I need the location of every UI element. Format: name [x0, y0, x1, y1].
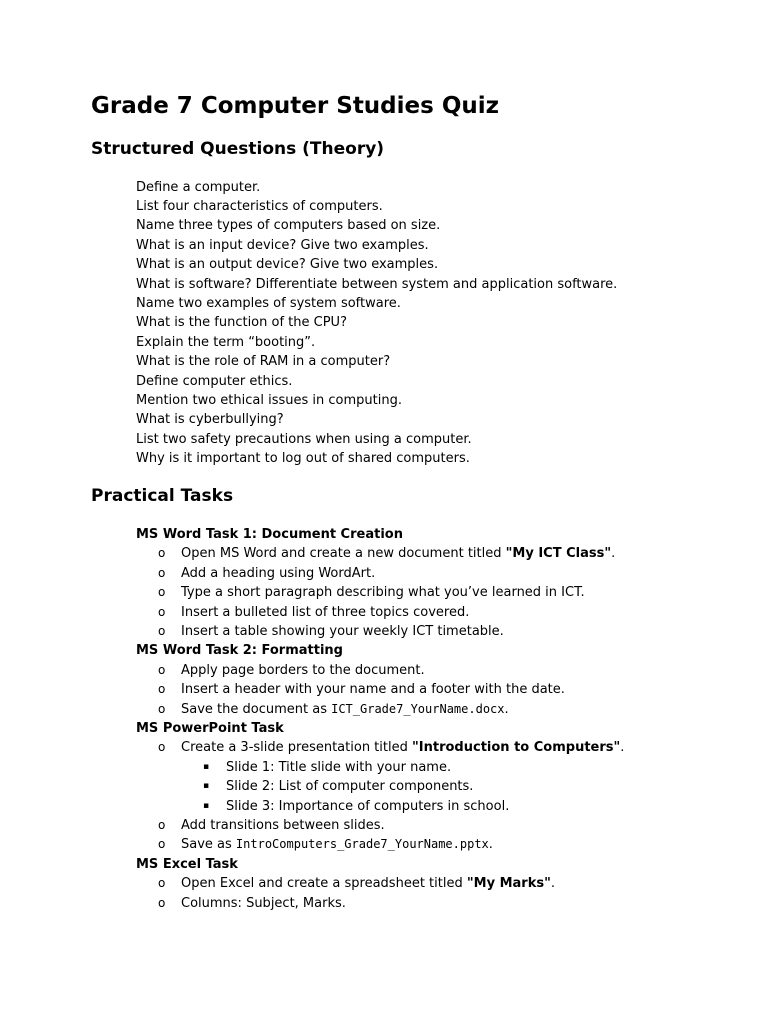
- bullet-o: o: [158, 585, 166, 600]
- bullet-o: o: [158, 701, 166, 716]
- step-text: Open Excel and create a spreadsheet titled: [181, 876, 467, 892]
- bullet-o: o: [158, 837, 166, 852]
- practical-heading: Practical Tasks: [91, 486, 234, 506]
- task-step-text: [181, 700, 509, 719]
- filename: ICT_Grade7_YourName.docx: [331, 701, 505, 716]
- step-text: Save the document as: [181, 701, 332, 717]
- task-title: MS PowerPoint Task: [136, 721, 284, 736]
- bullet-o: o: [158, 624, 166, 638]
- question-text: Explain the term “booting”.: [136, 334, 316, 350]
- bullet-o: o: [158, 895, 166, 910]
- question-text: Name two examples of system software.: [136, 295, 401, 311]
- bullet-square: ▪: [203, 781, 210, 792]
- task-step-text: [181, 894, 346, 913]
- task-step-text: [181, 680, 565, 699]
- task-step-text: [181, 661, 425, 680]
- task-step-text: [181, 603, 469, 622]
- step-bold-title: "My ICT Class": [505, 546, 612, 562]
- bullet-o: o: [158, 876, 166, 891]
- task-step-text: [181, 544, 615, 563]
- bullet-square: ▪: [203, 761, 210, 772]
- question-text: List two safety precautions when using a computer.: [136, 431, 472, 447]
- question-text: What is cyberbullying?: [136, 412, 284, 428]
- step-text: Apply page borders to the document.: [181, 662, 425, 678]
- task-step-text: [181, 816, 385, 835]
- slide-item-text: Slide 2: List of computer components.: [226, 779, 474, 795]
- step-bold-title: "My Marks": [466, 876, 551, 892]
- step-text-end: .: [611, 546, 616, 562]
- question-text: Define computer ethics.: [136, 373, 293, 389]
- question-text: List four characteristics of computers.: [136, 198, 383, 214]
- slide-item-text: Slide 3: Importance of computers in school.: [226, 798, 510, 814]
- step-text: Open MS Word and create a new document titled: [181, 546, 506, 562]
- task-step-text: [181, 874, 555, 893]
- bullet-o: o: [158, 740, 166, 755]
- question-text: What is software? Differentiate between system and application software.: [136, 276, 618, 292]
- bullet-o: o: [158, 604, 166, 619]
- question-text: Mention two ethical issues in computing.: [136, 392, 402, 408]
- step-text: Add transitions between slides.: [181, 818, 385, 833]
- task-step-text: [181, 622, 504, 641]
- step-text: Columns: Subject, Marks.: [181, 895, 346, 911]
- step-text-end: .: [620, 740, 625, 756]
- question-text: What is an input device? Give two examples.: [136, 237, 429, 253]
- step-text: Insert a header with your name and a footer with the date.: [181, 682, 565, 698]
- step-text-end: .: [550, 876, 555, 892]
- step-text-end: .: [488, 837, 493, 853]
- filename: IntroComputers_Grade7_YourName.pptx: [235, 837, 489, 852]
- step-bold-title: "Introduction to Computers": [412, 740, 621, 756]
- question-text: Name three types of computers based on size.: [136, 218, 441, 234]
- step-text: Insert a table showing your weekly ICT timetable.: [181, 624, 504, 639]
- task-step-text: [181, 738, 624, 757]
- step-text: Save as: [181, 837, 236, 853]
- step-text: Create a 3-slide presentation titled: [181, 740, 412, 756]
- question-text: What is the function of the CPU?: [136, 315, 347, 331]
- question-text: Define a computer.: [136, 179, 261, 195]
- question-text: Why is it important to log out of shared computers.: [136, 451, 470, 467]
- bullet-o: o: [158, 565, 166, 580]
- step-text-end: .: [504, 701, 509, 717]
- task-step-text: [181, 835, 493, 854]
- question-text: What is the role of RAM in a computer?: [136, 354, 391, 370]
- bullet-o: o: [158, 818, 166, 832]
- bullet-o: o: [158, 546, 166, 561]
- bullet-o: o: [158, 662, 166, 677]
- task-title: MS Word Task 2: Formatting: [136, 643, 343, 659]
- step-text: Insert a bulleted list of three topics covered.: [181, 604, 470, 620]
- question-text: What is an output device? Give two examples.: [136, 257, 439, 273]
- bullet-square: ▪: [203, 800, 210, 811]
- task-title: MS Word Task 1: Document Creation: [136, 527, 403, 542]
- task-step-text: [181, 564, 375, 583]
- slide-item-text: Slide 1: Title slide with your name.: [226, 759, 452, 775]
- step-text: Add a heading using WordArt.: [181, 565, 376, 581]
- task-step-text: [181, 583, 585, 602]
- bullet-o: o: [158, 682, 166, 697]
- step-text: Type a short paragraph describing what you’ve learned in ICT.: [181, 585, 585, 601]
- page-title: Grade 7 Computer Studies Quiz: [91, 93, 500, 119]
- task-title: MS Excel Task: [136, 856, 238, 872]
- theory-heading: Structured Questions (Theory): [91, 139, 385, 159]
